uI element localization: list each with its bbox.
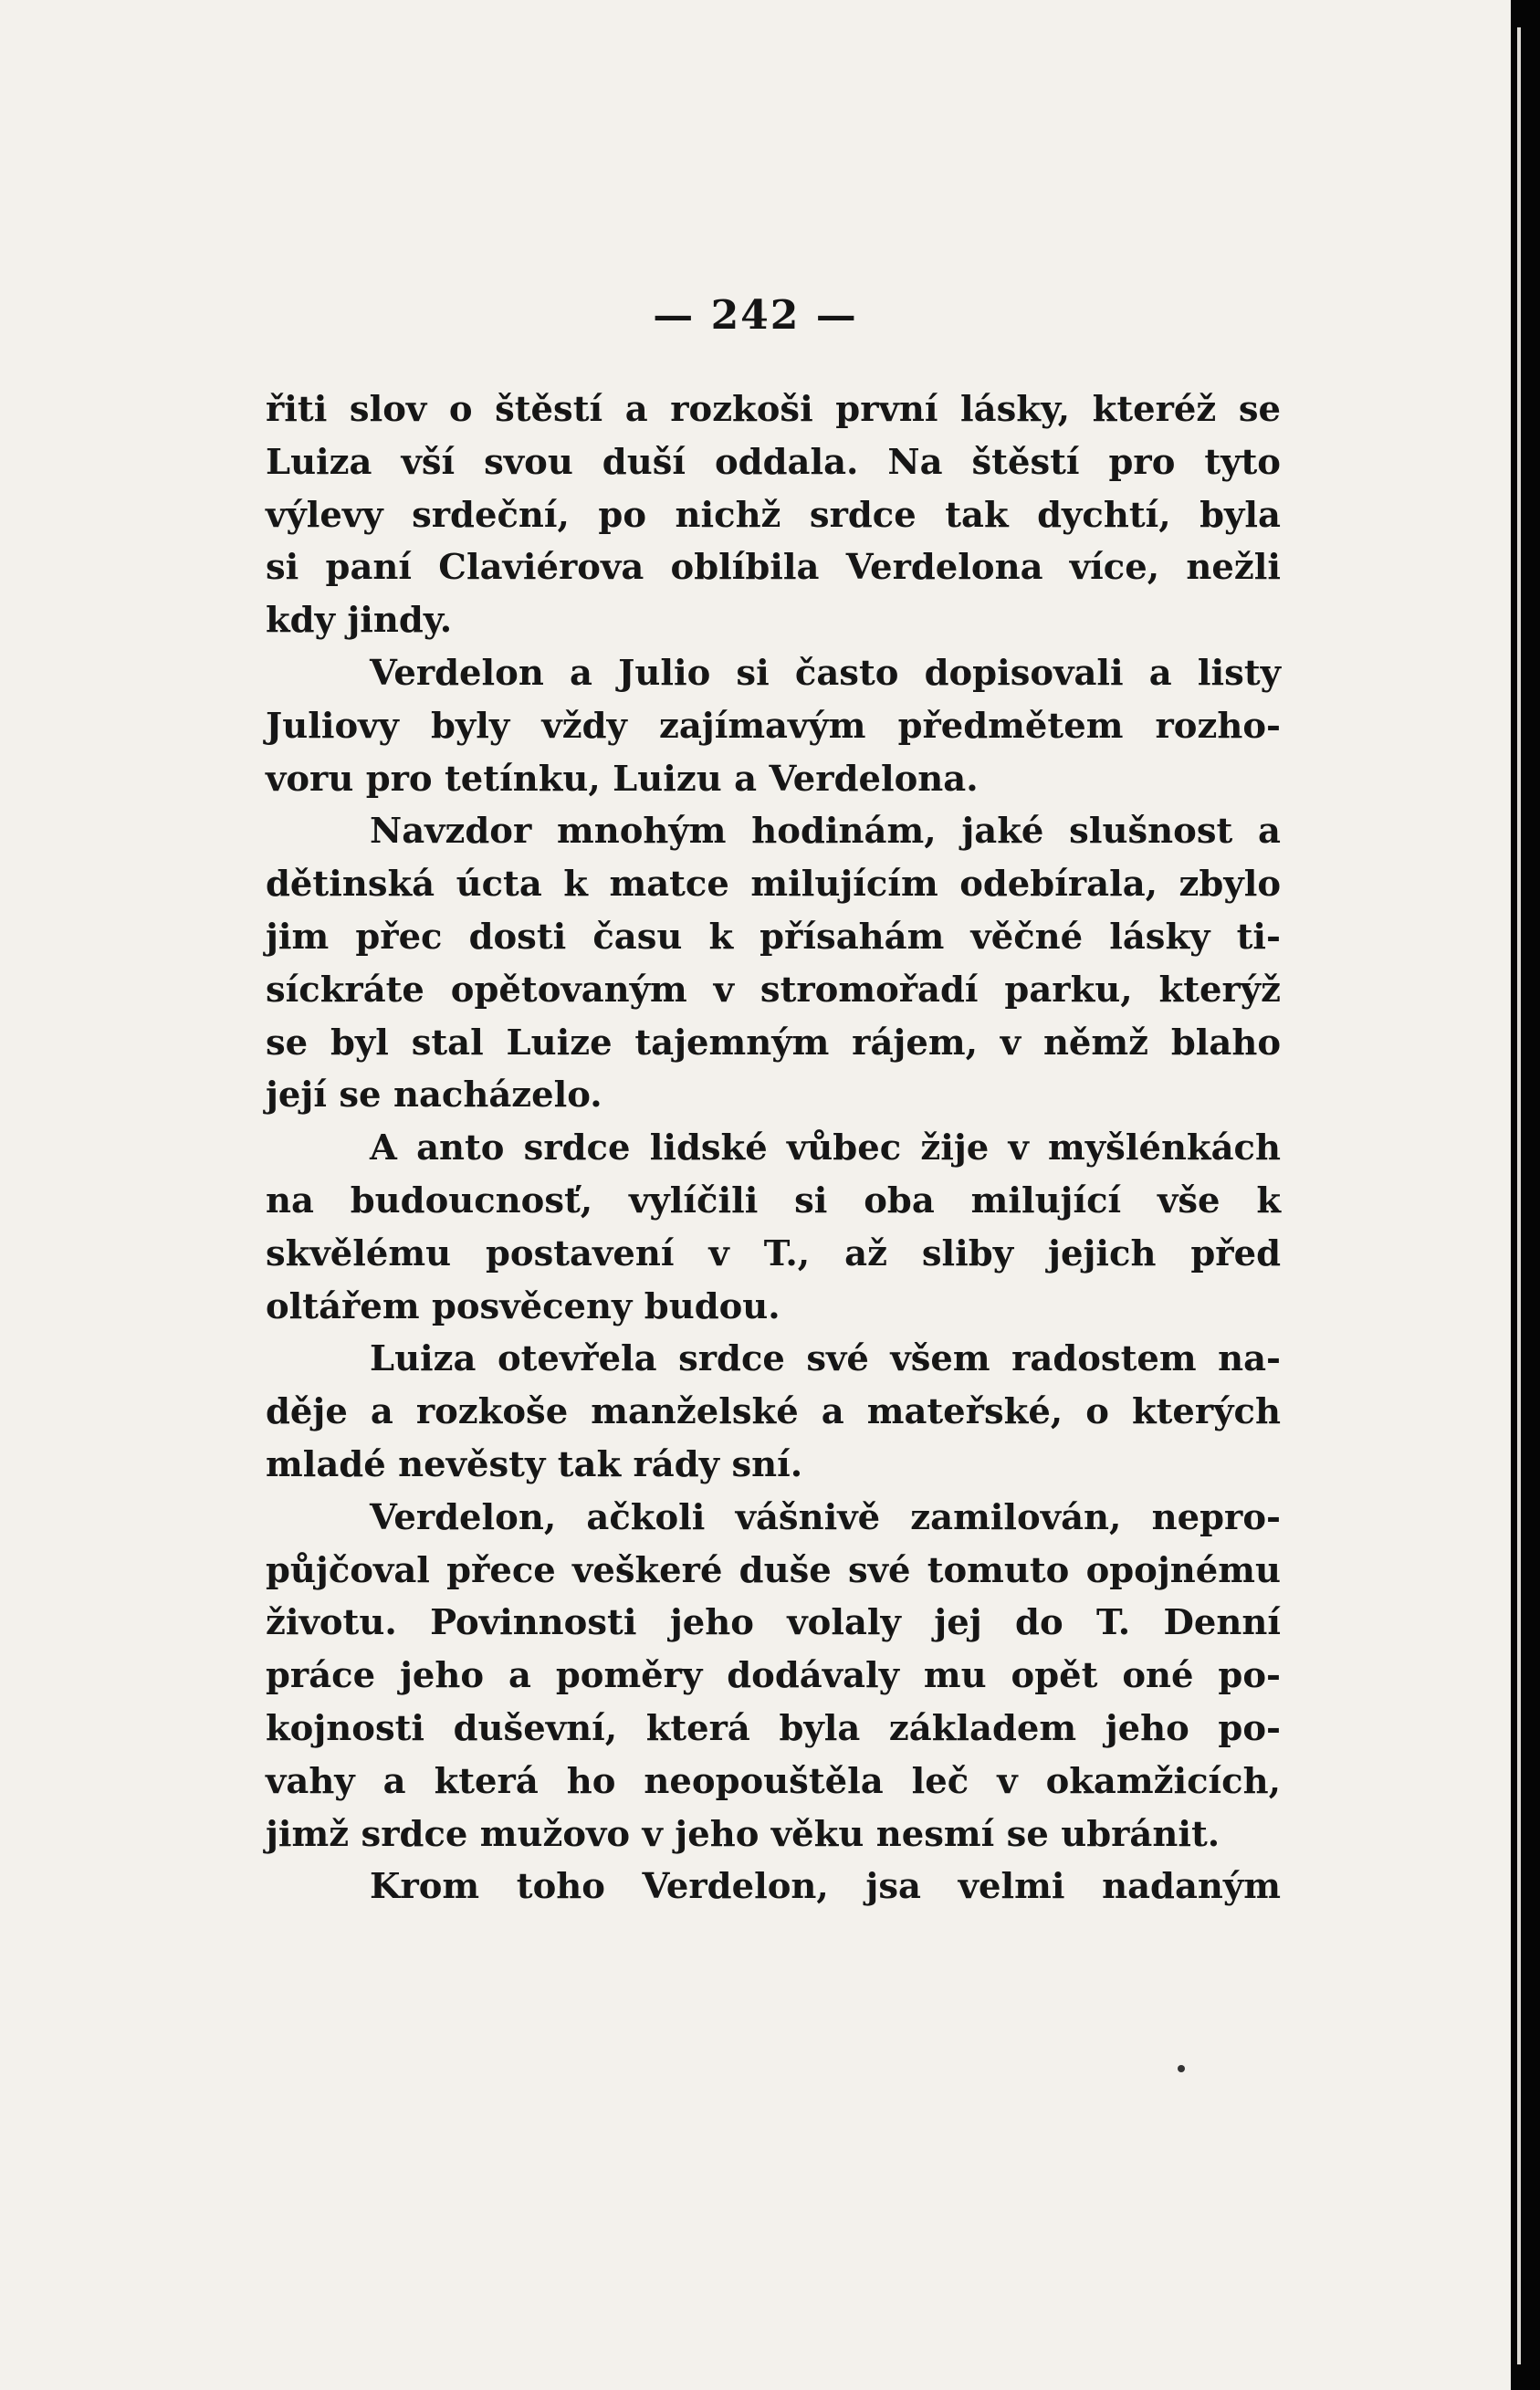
text-line: Krom toho Verdelon, jsa velmi nadaným [370,1866,1281,1908]
text-line: Verdelon a Julio si často dopisovali a listy [370,652,1281,694]
text-line: mladé nevěsty tak rády sní. [266,1443,803,1485]
text-line: skvělému postavení v T., až sliby jejich před [266,1232,1281,1274]
text-line: její se nacházelo. [266,1074,602,1116]
ink-speck [1178,2065,1185,2072]
text-line: oltářem posvěceny budou. [266,1285,780,1327]
text-line: životu. Povinnosti jeho volaly jej do T. Denní [266,1602,1281,1644]
text-line: práce jeho a poměry dodávaly mu opět oné po- [266,1655,1281,1697]
text-line: vahy a která ho neopouštěla leč v okamžicích, [266,1760,1281,1802]
text-line: Verdelon, ačkoli vášnivě zamilován, nepro- [370,1496,1281,1538]
scan-border [1511,0,1540,2390]
text-line: kdy jindy. [266,600,453,642]
text-line: děje a rozkoše manželské a mateřské, o kterých [266,1391,1281,1433]
text-line: jimž srdce mužovo v jeho věku nesmí se ubránit. [266,1813,1220,1855]
body-text [266,383,1281,1913]
text-line: Navzdor mnohým hodinám, jaké slušnost a [370,811,1281,853]
text-line: Luiza otevřela srdce své všem radostem na- [370,1338,1281,1380]
page-number-header: — 242 — [653,292,858,339]
text-line: si paní Claviérova oblíbila Verdelona více, nežli [266,547,1281,589]
text-line: jim přec dosti času k přísahám věčné lásky ti- [266,916,1281,958]
text-line: výlevy srdeční, po nichž srdce tak dychtí, byla [266,494,1281,536]
text-line: voru pro tetínku, Luizu a Verdelona. [266,758,979,800]
text-line: kojnosti duševní, která byla základem jeho po- [266,1707,1281,1749]
text-line: půjčoval přece veškeré duše své tomuto opojnému [266,1549,1281,1591]
text-line: Juliovy byly vždy zajímavým předmětem rozho- [266,705,1281,747]
text-line: A anto srdce lidské vůbec žije v myšlénkách [370,1127,1281,1169]
text-line: síckráte opětovaným v stromořadí parku, kterýž [266,969,1281,1011]
text-line: dětinská úcta k matce milujícím odebírala, zbylo [266,864,1281,906]
text-line: řiti slov o štěstí a rozkoši první lásky, kteréž se [266,389,1281,430]
scan-border-line [1517,27,1521,2364]
text-line: se byl stal Luize tajemným rájem, v němž blaho [266,1022,1281,1064]
text-line: na budoucnosť, vylíčili si oba milující vše k [266,1179,1281,1221]
text-line: Luiza vší svou duší oddala. Na štěstí pro tyto [266,441,1281,483]
